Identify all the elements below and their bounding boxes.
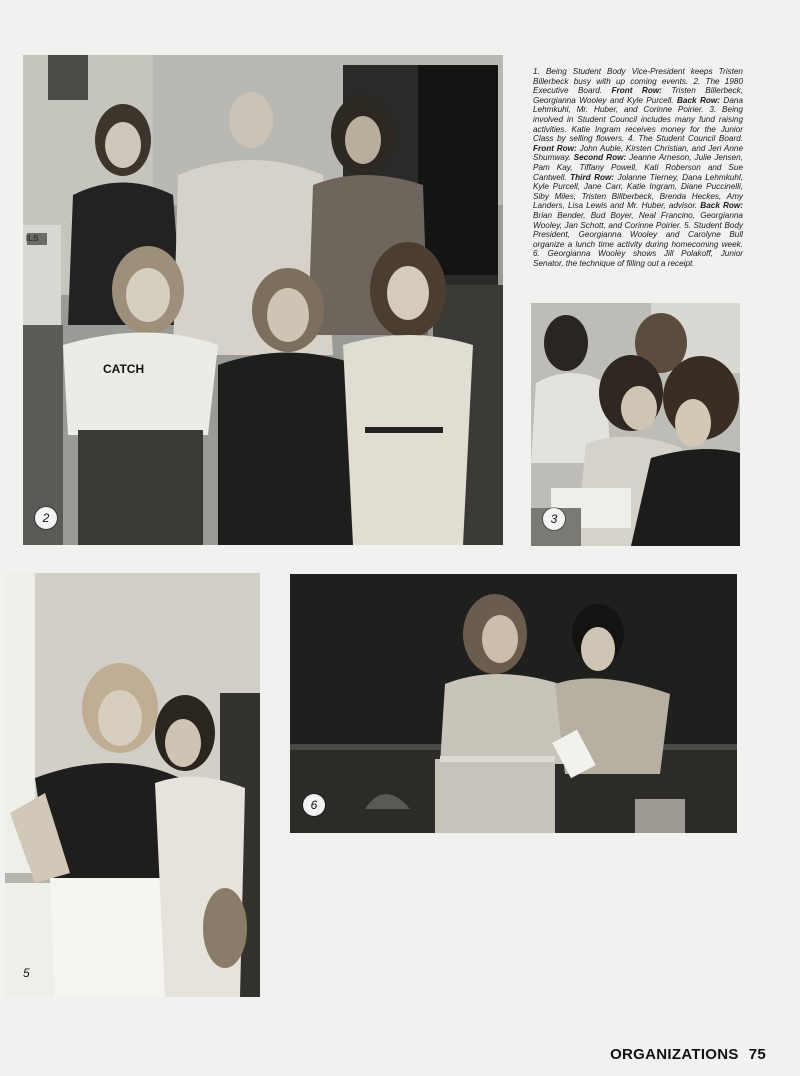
photo-flower-sale (531, 303, 740, 546)
lunch-activity-image (5, 573, 260, 997)
photo-receipt-technique (290, 574, 737, 833)
photo-lunch-activity (5, 573, 260, 997)
photo-executive-board (23, 55, 503, 545)
page-number: 75 (748, 1046, 766, 1063)
page-footer (610, 1046, 766, 1063)
cabinet-label: ILS (26, 234, 39, 243)
photo-number-badge-6: 6 (303, 794, 325, 816)
photo-caption-text: 1. Being Student Body Vice-President keeps Tristen Billerbeck busy with up coming events. 2. The 1980 Executive Board. Front Row: Tristen Billerbeck, Georgianna Wooley and Kyle Purcell. Back Row: Dana Lehmkuhl, Mr. Huber, and Corinne Poirier. 3. Being involved in Student Council includes many fund raising activities. Katie Ingram receives money for the Junior Class by selling flowers. 4. The Student Council Board. Front Row: John Auble, Kirsten Christian, and Jeri Anne Shumway. Second Row: Jeanne Arneson, Julie Jensen, Pam Kay, Tiffany Powell, Kati Roberson and Sue Cantwell. Third Row: Jolanne Tierney, Dana Lehmkuhl, Kyle Purcell, Jane Carr, Katie Ingram, Diane Puccinelli, Siby Miles, Tristen Billberbeck, Brenda Heckes, Amy Landers, Lisa Lewis and Mr. Huber, advisor. Back Row: Brian Bender, Bud Boyer, Neal Francino, Georgianna Wooley, Jan Schott, and Corinne Poirier. 5. Student Body President, Georgianna Wooley and Carolyne Bull organize a lunch time activity during homecoming week. 6. Georgianna Wooley shows Jill Polakoff, Junior Senator, the technique of filling out a receipt. (533, 67, 744, 268)
flower-sale-image (531, 303, 740, 546)
photo-number-badge-2: 2 (35, 507, 57, 529)
receipt-technique-image (290, 574, 737, 833)
executive-board-image (23, 55, 503, 545)
shirt-text: CATCH (103, 362, 145, 376)
photo-number-5: 5 (23, 966, 30, 980)
photo-number-badge-3: 3 (543, 508, 565, 530)
section-title: ORGANIZATIONS (610, 1046, 739, 1063)
